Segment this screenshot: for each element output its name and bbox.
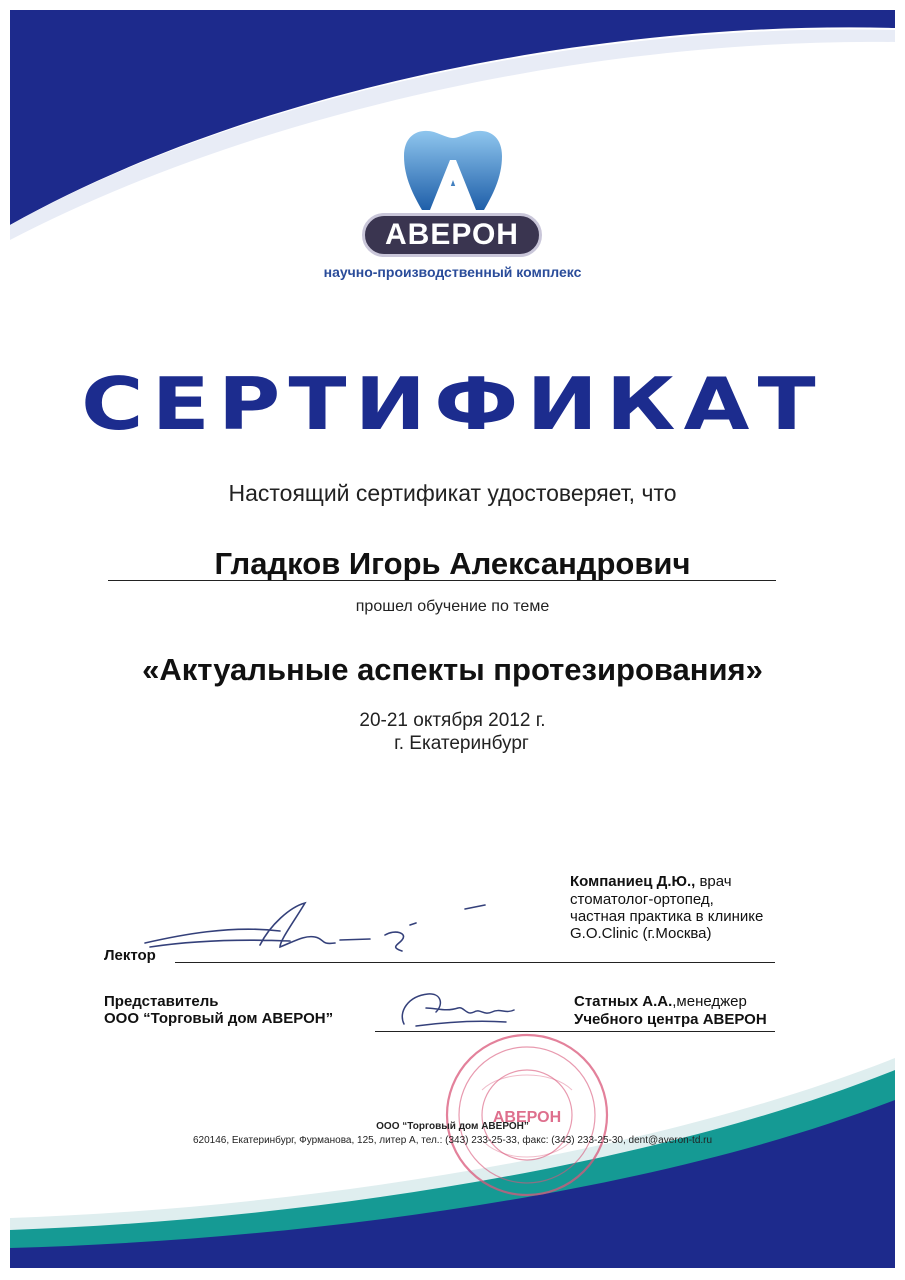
representative-name: Статных А.А. — [574, 993, 673, 1010]
tooth-a-logo-icon — [398, 126, 508, 218]
representative-label-line2: ООО “Торговый дом АВЕРОН” — [104, 1010, 334, 1027]
footer-company: ООО “Торговый дом АВЕРОН” — [376, 1121, 529, 1132]
representative-role: ,менеджер — [672, 993, 747, 1010]
stamp-center-text: АВЕРОН — [492, 1109, 562, 1126]
lecturer-label: Лектор — [104, 947, 156, 964]
lecturer-practice: частная практика в клинике — [570, 908, 764, 925]
course-date: 20-21 октября 2012 г. — [359, 710, 546, 731]
representative-label — [104, 993, 333, 1027]
lecturer-info — [570, 872, 800, 942]
round-seal-stamp-icon — [442, 1030, 612, 1200]
certificate-intro: Настоящий сертификат удостоверяет, что — [228, 480, 677, 506]
lecturer-role: врач — [695, 873, 732, 890]
representative-label-line1: Представитель — [104, 993, 219, 1010]
logo-tagline: научно-производственный комплекс — [323, 264, 582, 280]
training-subline: прошел обучение по теме — [355, 598, 550, 615]
course-title: «Актуальные аспекты протезирования» — [142, 652, 763, 687]
representative-signature-icon — [396, 986, 526, 1036]
representative-info — [574, 992, 794, 1028]
name-underline — [108, 580, 776, 581]
representative-department: Учебного центра АВЕРОН — [574, 1011, 767, 1028]
handwritten-signature-icon — [140, 895, 500, 965]
lecturer-clinic: G.O.Clinic (г.Москва) — [570, 925, 712, 942]
logo-wordmark: АВЕРОН — [362, 213, 542, 257]
lecturer-name: Компаниец Д.Ю., — [570, 873, 696, 890]
recipient-name: Гладков Игорь Александрович — [214, 546, 691, 581]
course-city: г. Екатеринбург — [394, 733, 529, 754]
footer-address: 620146, Екатеринбург, Фурманова, 125, литер А, тел.: (343) 233-25-33, факс: (343) 233-25-30, dent@averon-td.ru — [192, 1135, 713, 1146]
lecturer-specialty: стоматолог-ортопед, — [570, 891, 714, 908]
certificate-title: СЕРТИФИКАТ — [81, 362, 824, 446]
